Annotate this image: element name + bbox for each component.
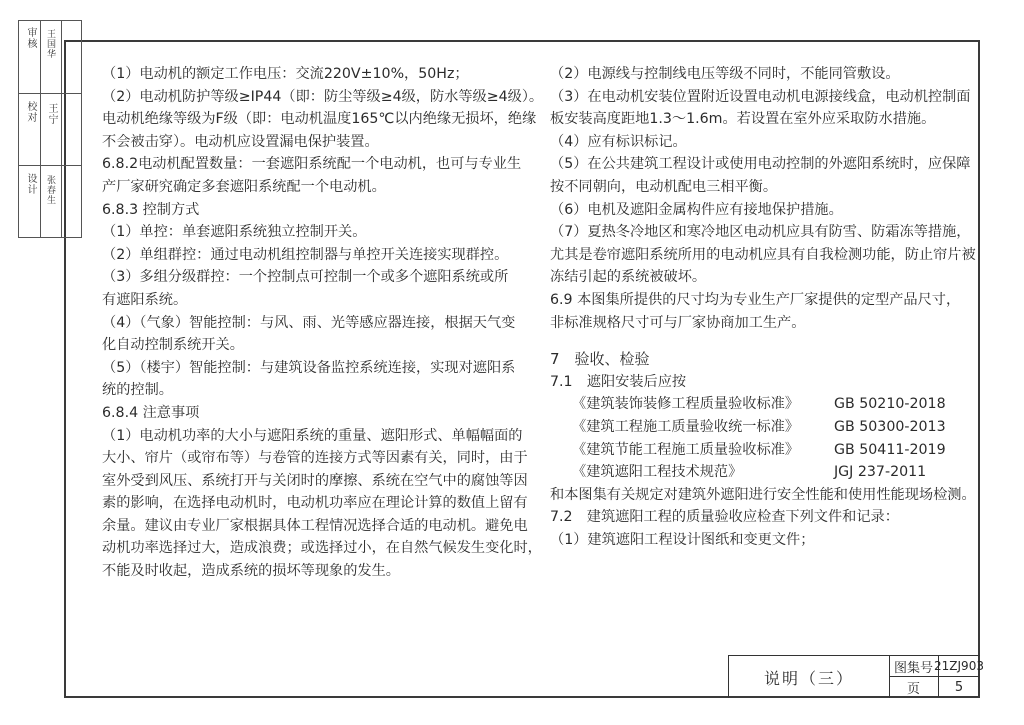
text-line: 化自动控制系统开关。 — [102, 337, 244, 354]
text-line: 余量。建议由专业厂家根据具体工程情况选择合适的电动机。避免电 — [102, 517, 528, 534]
checker-name: 王宁 — [46, 103, 57, 125]
title-block — [728, 655, 984, 698]
text-line: （1）建筑遮阳工程设计图纸和变更文件； — [550, 531, 815, 548]
sheet-title: 说明（三） — [729, 656, 890, 698]
text-line: 素的影响，在选择电动机时，电动机功率应在理论计算的数值上留有 — [102, 495, 528, 512]
checker-label: 校对 — [25, 101, 36, 123]
standard-row — [550, 416, 960, 439]
text-line: 产厂家研究确定多套遮阳系统配一个电动机。 — [102, 178, 386, 195]
text-line: （4）应有标识标记。 — [550, 133, 687, 150]
designer-name: 张春生 — [45, 175, 55, 205]
text-line: 6.9 本图集所提供的尺寸均为专业生产厂家提供的定型产品尺寸， — [550, 291, 961, 308]
section-7-1: 7.1 遮阳安装后应按 — [550, 373, 687, 390]
text-line: 尤其是卷帘遮阳系统所用的电动机应具有自我检测功能，防止帘片被 — [550, 246, 976, 263]
text-line: （2）电源线与控制线电压等级不同时，不能同管敷设。 — [550, 66, 900, 82]
atlas-number: 21ZJ903 — [939, 656, 979, 677]
text-line: 和本图集有关规定对建筑外遮阳进行安全性能和使用性能现场检测。 — [550, 486, 976, 503]
left-text-column — [102, 63, 544, 583]
text-line: 不能及时收起，造成系统的损坏等现象的发生。 — [102, 563, 400, 580]
text-line: 电动机绝缘等级为F级（即：电动机温度165℃以内绝缘无损坏，绝缘 — [102, 111, 537, 128]
standard-name: 《建筑节能工程施工质量验收标准》 — [572, 441, 800, 458]
atlas-number-label: 图集号 — [889, 656, 939, 677]
reviewer-label: 审核 — [25, 27, 36, 49]
page-label: 页 — [889, 677, 939, 697]
text-line: （1）单控：单套遮阳系统独立控制开关。 — [102, 224, 367, 241]
standards-list — [550, 393, 960, 483]
signature-block — [18, 20, 82, 238]
text-line: 冻结引起的系统被破坏。 — [550, 269, 707, 286]
text-line: 7.2 建筑遮阳工程的质量验收应检查下列文件和记录： — [550, 509, 899, 526]
right-paragraphs — [550, 63, 976, 334]
text-line: 按不同朝向，电动机配电三相平衡。 — [550, 178, 778, 195]
standard-name: 《建筑装饰装修工程质量验收标准》 — [572, 396, 800, 413]
standard-row — [550, 439, 960, 462]
text-line: （7）夏热冬冷地区和寒冷地区电动机应具有防雪、防霜冻等措施， — [550, 224, 971, 241]
text-line: 板安装高度距地1.3～1.6m。若设置在室外应采取防水措施。 — [550, 111, 936, 128]
text-line: （4）（气象）智能控制：与风、雨、光等感应器连接，根据天气变 — [102, 314, 516, 331]
standard-code: GB 50411-2019 — [834, 441, 946, 458]
text-line: （1）电动机的额定工作电压：交流220V±10%，50Hz； — [102, 66, 469, 82]
standard-code: GB 50300-2013 — [834, 418, 946, 435]
text-line: （5）在公共建筑工程设计或使用电动控制的外遮阳系统时，应保障 — [550, 156, 971, 173]
designer-label: 设计 — [25, 173, 36, 195]
text-line: （6）电机及遮阳金属构件应有接地保护措施。 — [550, 201, 843, 218]
standard-row — [550, 393, 960, 416]
standard-code: JGJ 237-2011 — [834, 464, 927, 481]
text-line: 统的控制。 — [102, 382, 173, 399]
standard-name: 《建筑工程施工质量验收统一标准》 — [572, 418, 800, 435]
text-line: 有遮阳系统。 — [102, 291, 188, 308]
text-line: 6.8.2电动机配置数量：一套遮阳系统配一个电动机，也可与专业生 — [102, 156, 522, 173]
text-line: 非标准规格尺寸可与厂家协商加工生产。 — [550, 314, 806, 331]
text-line: 动机功率选择过大，造成浪费；或选择过小，在自然气候发生变化时， — [102, 540, 542, 557]
text-line: （1）电动机功率的大小与遮阳系统的重量、遮阳形式、单幅幅面的 — [102, 427, 523, 444]
standard-name: 《建筑遮阳工程技术规范》 — [572, 464, 743, 481]
text-line: （3）多组分级群控：一个控制点可控制一个或多个遮阳系统或所 — [102, 269, 509, 286]
text-line: 6.8.4 注意事项 — [102, 404, 200, 421]
page-number: 5 — [954, 679, 964, 695]
text-line: （2）单组群控：通过电动机组控制器与单控开关连接实现群控。 — [102, 246, 509, 263]
standard-row — [550, 461, 960, 484]
text-line: （5）（楼宇）智能控制：与建筑设备监控系统连接，实现对遮阳系 — [102, 359, 516, 376]
text-line: （2）电动机防护等级≥IP44（即：防尘等级≥4级，防水等级≥4级）。 — [102, 88, 544, 105]
text-line: 室外受到风压、系统打开与关闭时的摩擦、系统在空气中的腐蚀等因 — [102, 472, 528, 489]
standard-code: GB 50210-2018 — [834, 396, 946, 413]
text-line: 6.8.3 控制方式 — [102, 201, 200, 218]
right-text-column — [550, 63, 976, 551]
text-line: 大小、帘片（或帘布等）与卷管的连接方式等因素有关，同时，由于 — [102, 450, 528, 467]
reviewer-name: 王国华 — [45, 29, 55, 59]
text-line: 不会被击穿）。电动机应设置漏电保护装置。 — [102, 133, 379, 150]
right-bottom-paragraphs — [550, 484, 976, 552]
text-line: （3）在电动机安装位置附近设置电动机电源接线盒，电动机控制面 — [550, 88, 971, 105]
section-7-title: 7 验收、检验 — [550, 350, 650, 369]
